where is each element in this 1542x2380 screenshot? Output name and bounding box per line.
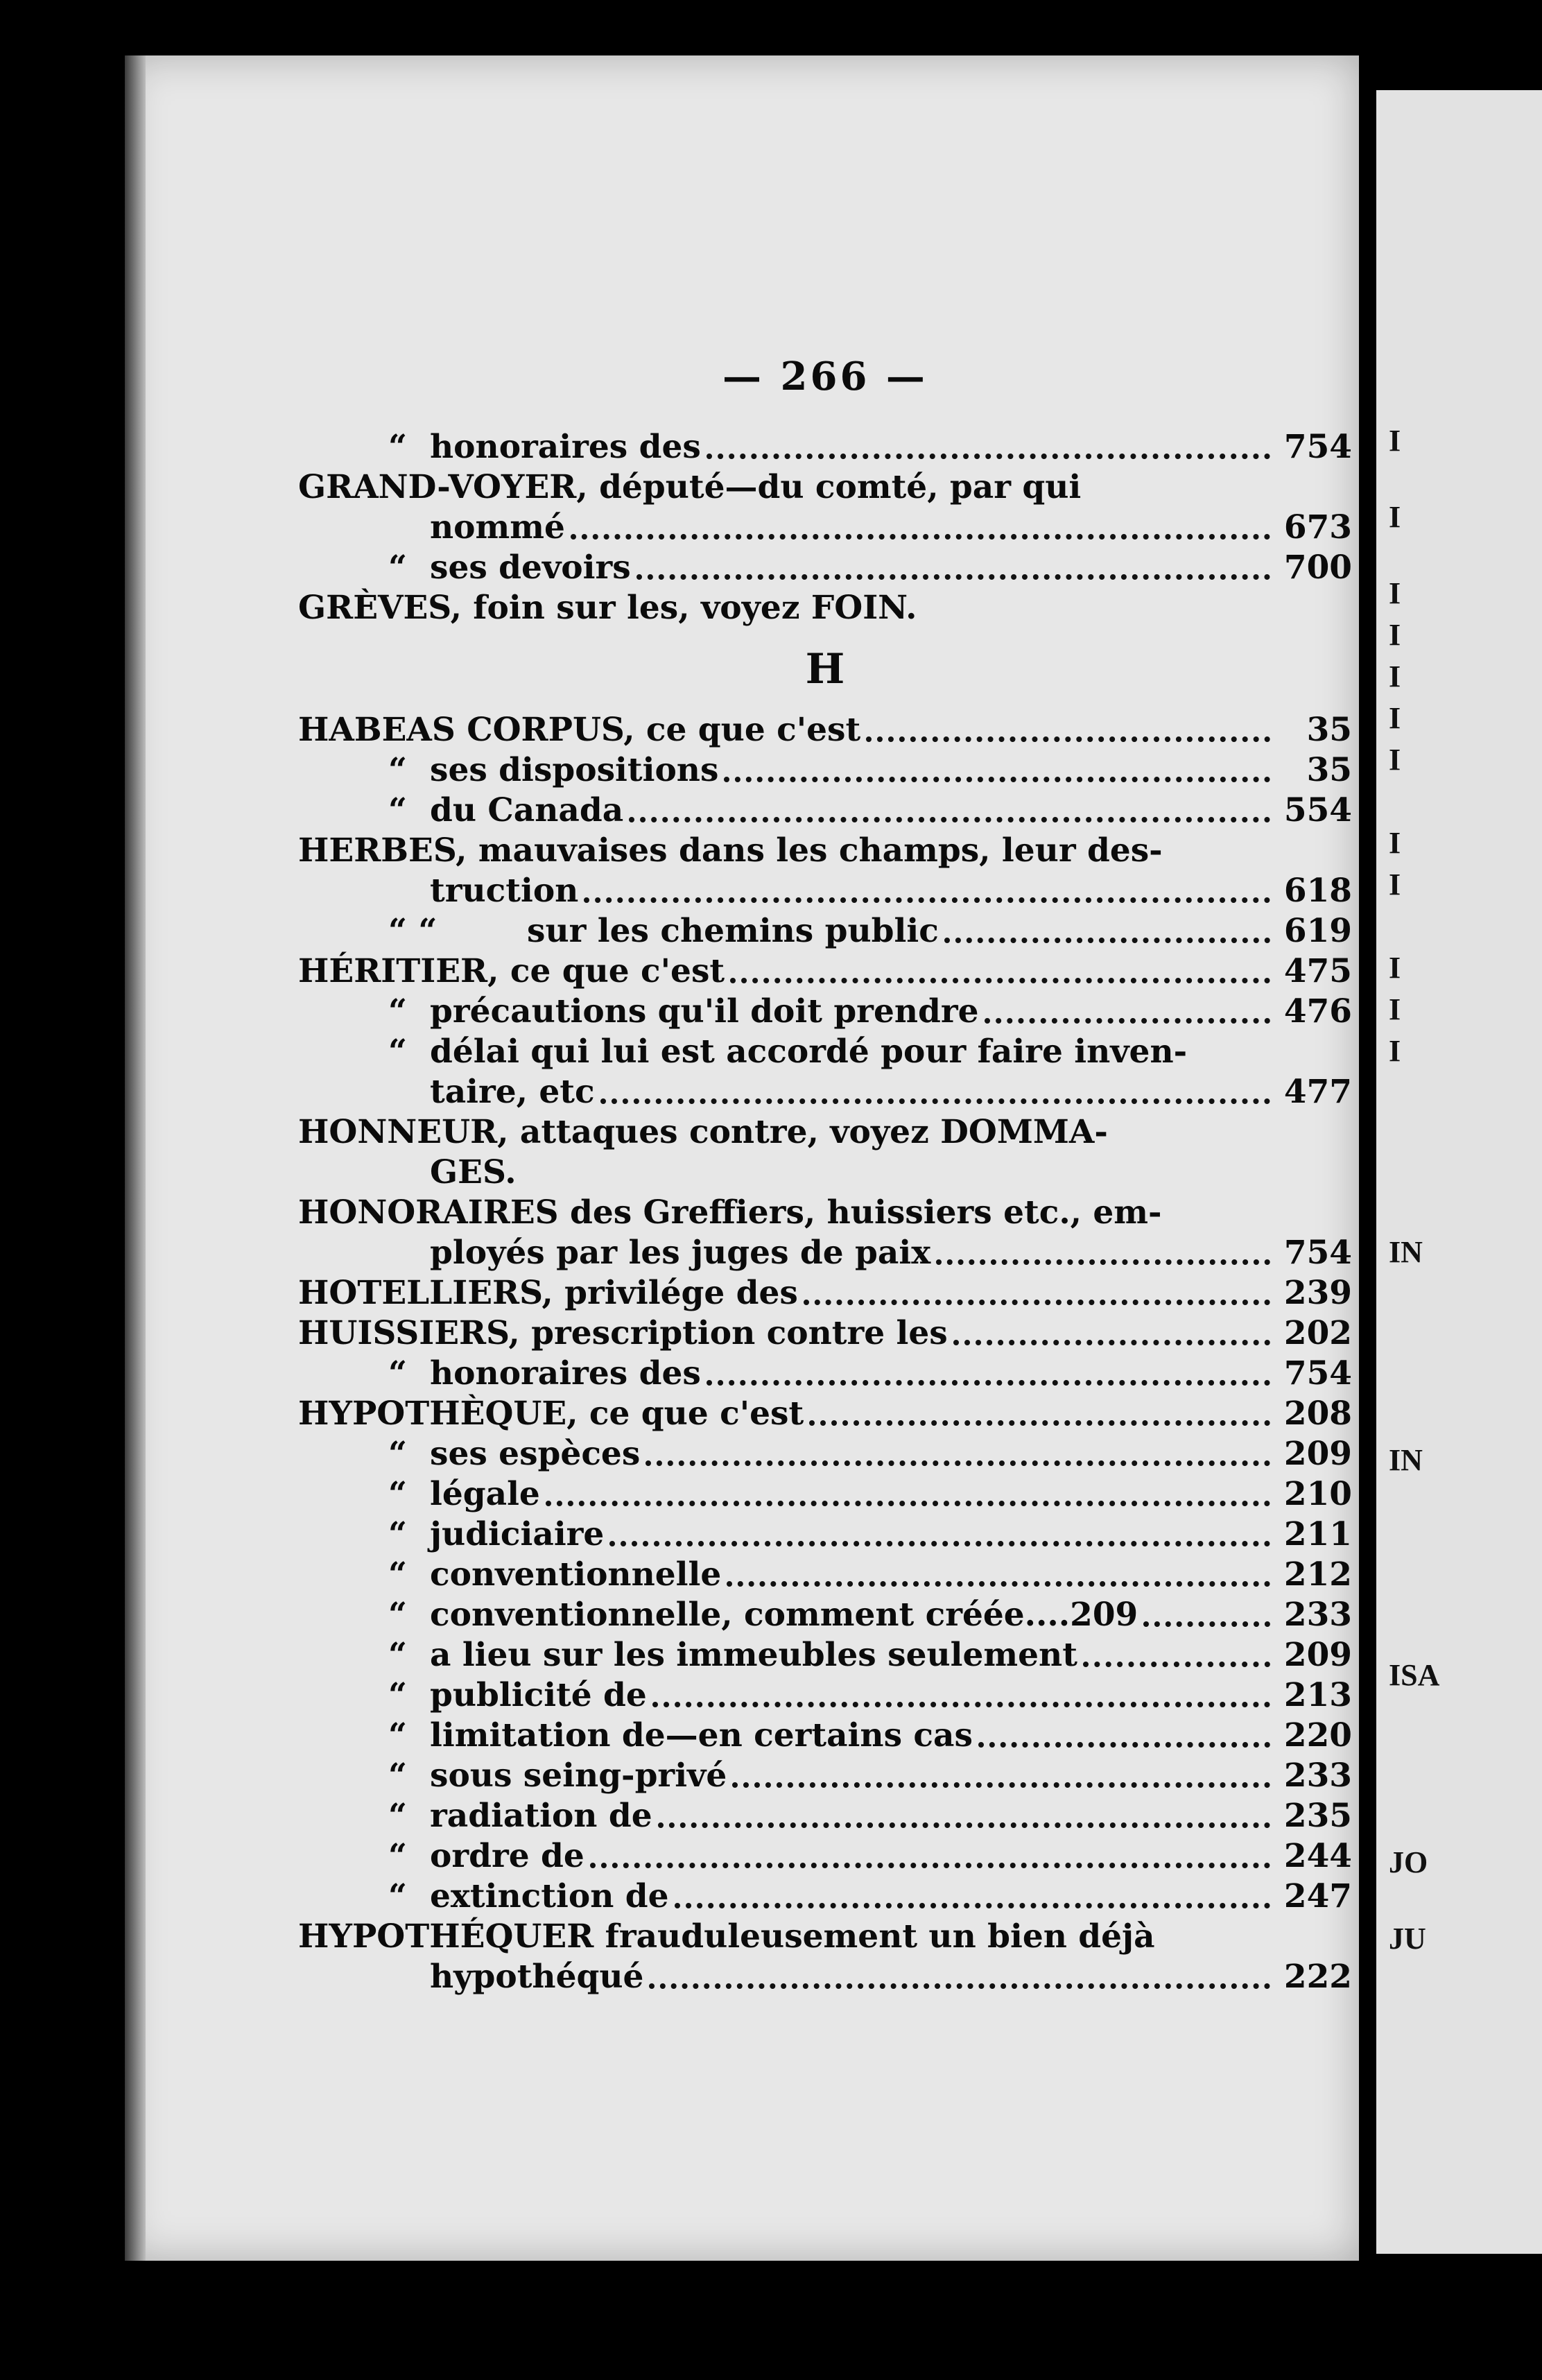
index-entry bbox=[298, 1957, 1352, 1997]
index-entry bbox=[298, 1153, 1352, 1193]
page-reference: 618 bbox=[1283, 872, 1352, 910]
page-reference: 222 bbox=[1283, 1958, 1352, 1996]
adjacent-page-fragment: IN bbox=[1389, 1235, 1423, 1269]
entry-text: ses devoirs bbox=[430, 549, 631, 587]
entry-text: GRÈVES, foin sur les, voyez FOIN. bbox=[298, 589, 917, 627]
adjacent-page-fragment: I bbox=[1389, 659, 1401, 693]
ditto-mark: “ bbox=[388, 1716, 408, 1754]
page-reference: 754 bbox=[1283, 1234, 1352, 1272]
entry-text: HÉRITIER, ce que c'est bbox=[298, 952, 725, 990]
ditto-mark: “ bbox=[388, 992, 408, 1031]
entry-text: honoraires des bbox=[430, 1354, 701, 1392]
page-reference: 35 bbox=[1306, 711, 1352, 749]
entry-text: GRAND-VOYER, député—du comté, par qui bbox=[298, 468, 1082, 506]
ditto-mark: “ bbox=[388, 1033, 408, 1071]
page-reference: 213 bbox=[1283, 1676, 1352, 1714]
adjacent-page-fragment: I bbox=[1389, 826, 1401, 860]
entry-text: HABEAS CORPUS, ce que c'est bbox=[298, 711, 861, 749]
index-entry bbox=[298, 1877, 1352, 1917]
ditto-mark: “ bbox=[388, 1797, 408, 1835]
adjacent-page-fragment: IN bbox=[1389, 1443, 1423, 1477]
index-entry bbox=[298, 588, 1352, 628]
entry-text: HYPOTHÉQUER frauduleusement un bien déjà bbox=[298, 1917, 1155, 1956]
index-entry bbox=[298, 1836, 1352, 1877]
page-reference: 209 bbox=[1283, 1435, 1352, 1473]
index-entry bbox=[298, 791, 1352, 831]
dot-leader bbox=[944, 938, 1270, 943]
index-entry bbox=[298, 871, 1352, 911]
dot-leader bbox=[658, 1822, 1270, 1828]
page-reference: 210 bbox=[1283, 1475, 1352, 1513]
index-entry bbox=[298, 1313, 1352, 1354]
page-reference: 700 bbox=[1283, 549, 1352, 587]
index-entry bbox=[298, 951, 1352, 992]
dot-leader bbox=[707, 454, 1270, 459]
index-entries bbox=[298, 427, 1352, 1997]
entry-text: honoraires des bbox=[430, 428, 701, 466]
ditto-mark: “ bbox=[388, 1596, 408, 1634]
index-entry bbox=[298, 831, 1352, 871]
index-entry bbox=[298, 1474, 1352, 1515]
index-entry bbox=[298, 1675, 1352, 1716]
dot-leader bbox=[546, 1501, 1270, 1506]
dot-leader bbox=[629, 817, 1270, 822]
entry-text: HYPOTHÈQUE, ce que c'est bbox=[298, 1395, 804, 1433]
entry-text: ordre de bbox=[430, 1837, 584, 1875]
adjacent-page-edge bbox=[1376, 90, 1542, 2254]
index-entry bbox=[298, 1112, 1352, 1153]
index-entry bbox=[298, 1555, 1352, 1595]
entry-text: sur les chemins public bbox=[527, 912, 939, 950]
page-reference: 554 bbox=[1283, 791, 1352, 829]
adjacent-page-fragment: I bbox=[1389, 951, 1401, 985]
entry-text: a lieu sur les immeubles seulement bbox=[430, 1636, 1077, 1674]
index-entry bbox=[298, 1515, 1352, 1555]
entry-text: HONNEUR, attaques contre, voyez DOMMA- bbox=[298, 1113, 1108, 1151]
ditto-mark: “ “ bbox=[388, 912, 438, 950]
index-entry bbox=[298, 1434, 1352, 1474]
adjacent-page-fragment: JU bbox=[1389, 1922, 1426, 1956]
ditto-mark: “ bbox=[388, 1435, 408, 1473]
index-entry bbox=[298, 1193, 1352, 1233]
entry-text: limitation de—en certains cas bbox=[430, 1716, 973, 1754]
index-entry bbox=[298, 1595, 1352, 1635]
dot-leader bbox=[584, 897, 1270, 903]
page-reference: 233 bbox=[1283, 1596, 1352, 1634]
ditto-mark: “ bbox=[388, 1636, 408, 1674]
entry-text: ployés par les juges de paix bbox=[430, 1234, 931, 1272]
dot-leader bbox=[953, 1340, 1270, 1345]
entry-text: HOTELLIERS, privilége des bbox=[298, 1274, 798, 1312]
index-entry bbox=[298, 750, 1352, 791]
adjacent-page-fragment: I bbox=[1389, 1034, 1401, 1068]
page-number: — 266 — bbox=[722, 354, 928, 399]
page-reference: 619 bbox=[1283, 912, 1352, 950]
index-content bbox=[298, 354, 1352, 1997]
dot-leader bbox=[600, 1098, 1270, 1104]
dot-leader bbox=[936, 1259, 1270, 1265]
page-reference: 476 bbox=[1283, 992, 1352, 1031]
index-entry bbox=[298, 1072, 1352, 1112]
ditto-mark: “ bbox=[388, 1676, 408, 1714]
page-reference: 202 bbox=[1283, 1314, 1352, 1352]
entry-text: ses espèces bbox=[430, 1435, 641, 1473]
index-entry bbox=[298, 508, 1352, 548]
index-entry bbox=[298, 710, 1352, 750]
index-entry bbox=[298, 1917, 1352, 1957]
dot-leader bbox=[732, 1782, 1270, 1788]
adjacent-page-fragment: I bbox=[1389, 743, 1401, 777]
section-letter: H bbox=[805, 645, 845, 693]
dot-leader bbox=[646, 1460, 1270, 1466]
entry-text: du Canada bbox=[430, 791, 624, 829]
entry-text: judiciaire bbox=[430, 1515, 605, 1553]
dot-leader bbox=[609, 1541, 1270, 1546]
ditto-mark: “ bbox=[388, 1757, 408, 1795]
index-entry bbox=[298, 1796, 1352, 1836]
ditto-mark: “ bbox=[388, 1475, 408, 1513]
entry-text: hypothéqué bbox=[430, 1958, 644, 1996]
dot-leader bbox=[590, 1863, 1270, 1868]
dot-leader bbox=[985, 1018, 1270, 1024]
adjacent-page-fragment: I bbox=[1389, 576, 1401, 610]
index-entry bbox=[298, 1716, 1352, 1756]
adjacent-page-fragment: I bbox=[1389, 618, 1401, 652]
index-entry bbox=[298, 911, 1352, 951]
adjacent-page-fragment: I bbox=[1389, 701, 1401, 735]
dot-leader bbox=[978, 1742, 1270, 1748]
book-page bbox=[125, 55, 1359, 2261]
entry-text: publicité de bbox=[430, 1676, 647, 1714]
entry-text: ses dispositions bbox=[430, 751, 719, 789]
dot-leader bbox=[636, 574, 1270, 580]
index-entry bbox=[298, 467, 1352, 508]
page-reference: 754 bbox=[1283, 1354, 1352, 1392]
dot-leader bbox=[571, 534, 1270, 540]
dot-leader bbox=[652, 1702, 1270, 1707]
index-entry bbox=[298, 548, 1352, 588]
dot-leader bbox=[675, 1903, 1271, 1908]
ditto-mark: “ bbox=[388, 751, 408, 789]
dot-leader bbox=[1143, 1621, 1270, 1627]
page-reference: 247 bbox=[1283, 1877, 1352, 1915]
entry-text: délai qui lui est accordé pour faire inven- bbox=[430, 1033, 1188, 1071]
entry-text: HONORAIRES des Greffiers, huissiers etc., em- bbox=[298, 1193, 1162, 1232]
entry-text: taire, etc bbox=[430, 1073, 595, 1111]
page-reference: 220 bbox=[1283, 1716, 1352, 1754]
entry-text: radiation de bbox=[430, 1797, 652, 1835]
dot-leader bbox=[866, 736, 1270, 742]
ditto-mark: “ bbox=[388, 1877, 408, 1915]
ditto-mark: “ bbox=[388, 1515, 408, 1553]
page-reference: 211 bbox=[1283, 1515, 1352, 1553]
index-entry bbox=[298, 1233, 1352, 1273]
page-reference: 235 bbox=[1283, 1797, 1352, 1835]
page-reference: 233 bbox=[1283, 1757, 1352, 1795]
ditto-mark: “ bbox=[388, 1837, 408, 1875]
page-reference: 477 bbox=[1283, 1073, 1352, 1111]
entry-text: GES. bbox=[430, 1153, 517, 1191]
page-reference: 208 bbox=[1283, 1395, 1352, 1433]
page-reference: 239 bbox=[1283, 1274, 1352, 1312]
adjacent-page-fragment: I bbox=[1389, 868, 1401, 902]
entry-text: sous seing-privé bbox=[430, 1757, 727, 1795]
dot-leader bbox=[724, 777, 1270, 782]
page-reference: 212 bbox=[1283, 1555, 1352, 1594]
entry-text: extinction de bbox=[430, 1877, 669, 1915]
adjacent-page-fragment: JO bbox=[1389, 1845, 1428, 1879]
index-entry bbox=[298, 1273, 1352, 1313]
index-entry bbox=[298, 992, 1352, 1032]
adjacent-page-fragment: I bbox=[1389, 992, 1401, 1026]
entry-text: truction bbox=[430, 872, 579, 910]
index-entry bbox=[298, 1354, 1352, 1394]
adjacent-page-fragment: I bbox=[1389, 424, 1401, 458]
entry-text: conventionnelle, comment créée....209 bbox=[430, 1596, 1138, 1634]
index-entry bbox=[298, 1635, 1352, 1675]
page-reference: 754 bbox=[1283, 428, 1352, 466]
index-entry bbox=[298, 1032, 1352, 1072]
index-entry bbox=[298, 1756, 1352, 1796]
index-entry bbox=[298, 427, 1352, 467]
index-entry bbox=[298, 1394, 1352, 1434]
dot-leader bbox=[727, 1581, 1270, 1587]
adjacent-page-fragment: I bbox=[1389, 500, 1401, 534]
dot-leader bbox=[730, 978, 1270, 983]
ditto-mark: “ bbox=[388, 1354, 408, 1392]
entry-text: HERBES, mauvaises dans les champs, leur des- bbox=[298, 831, 1163, 870]
dot-leader bbox=[707, 1380, 1270, 1386]
dot-leader bbox=[1083, 1662, 1270, 1667]
dot-leader bbox=[649, 1983, 1270, 1989]
dot-leader bbox=[809, 1420, 1270, 1426]
entry-text: conventionnelle bbox=[430, 1555, 722, 1594]
page-reference: 209 bbox=[1283, 1636, 1352, 1674]
dot-leader bbox=[804, 1300, 1270, 1305]
ditto-mark: “ bbox=[388, 549, 408, 587]
page-reference: 35 bbox=[1306, 751, 1352, 789]
entry-text: légale bbox=[430, 1475, 540, 1513]
page-reference: 244 bbox=[1283, 1837, 1352, 1875]
page-reference: 475 bbox=[1283, 952, 1352, 990]
entry-text: précautions qu'il doit prendre bbox=[430, 992, 979, 1031]
page-reference: 673 bbox=[1283, 508, 1352, 546]
ditto-mark: “ bbox=[388, 1555, 408, 1594]
adjacent-page-fragment: ISA bbox=[1389, 1658, 1440, 1692]
entry-text: HUISSIERS, prescription contre les bbox=[298, 1314, 948, 1352]
entry-text: nommé bbox=[430, 508, 565, 546]
ditto-mark: “ bbox=[388, 791, 408, 829]
ditto-mark: “ bbox=[388, 428, 408, 466]
